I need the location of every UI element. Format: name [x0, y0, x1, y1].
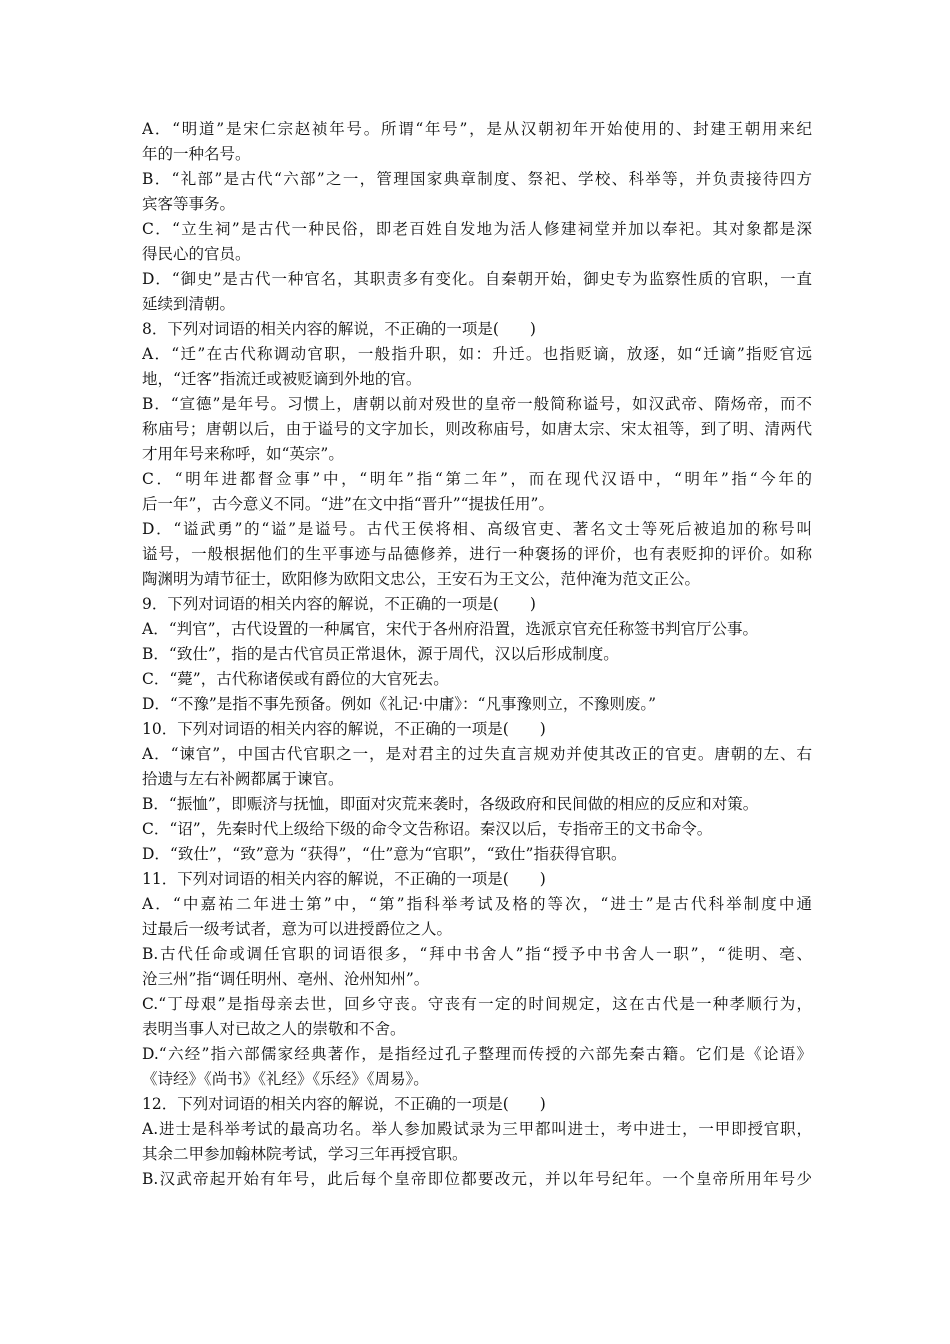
text-line: 谥号，一般根据他们的生平事迹与品德修养，进行一种褒扬的评价，也有表贬抑的评价。如称	[142, 545, 812, 563]
text-line: B．“礼部”是古代“六部”之一，管理国家典章制度、祭祀、学校、科举等，并负责接待四方	[142, 170, 812, 188]
text-line: 才用年号来称呼，如“英宗”。	[142, 445, 344, 463]
text-line: 其余二甲参加翰林院考试，学习三年再授官职。	[142, 1145, 468, 1163]
text-line: D.“六经”指六部儒家经典著作，是指经过孔子整理而传授的六部先秦古籍。它们是《论语》	[142, 1045, 812, 1063]
text-line: 沧三州”指“调任明州、亳州、沧州知州”。	[142, 970, 430, 988]
text-line: B．“宣德”是年号。习惯上，唐朝以前对殁世的皇帝一般简称谥号，如汉武帝、隋炀帝，而不	[142, 395, 812, 413]
text-line: 称庙号；唐朝以后，由于谥号的文字加长，则改称庙号，如唐太宗、宋太祖等，到了明、清两代	[142, 420, 812, 438]
text-line: 地，“迁客”指流迁或被贬谪到外地的官。	[142, 370, 422, 388]
text-line: A．“谏官”，中国古代官职之一，是对君主的过失直言规劝并使其改正的官吏。唐朝的左、右	[142, 745, 812, 763]
text-line: B．“致仕”，指的是古代官员正常退休，源于周代，汉以后形成制度。	[142, 645, 619, 663]
text-line: D．“不豫”是指不事先预备。例如《礼记·中庸》：“凡事豫则立，不豫则废。”	[142, 695, 657, 713]
text-line: A．“判官”，古代设置的一种属官，宋代于各州府沿置，选派京官充任称签书判官厅公事。	[142, 620, 759, 638]
text-line: A.进士是科举考试的最高功名。举人参加殿试录为三甲都叫进士，考中进士，一甲即授官职，	[142, 1120, 812, 1138]
text-line: A．“中嘉祐二年进士第”中，“第”指科举考试及格的等次，“进士”是古代科举制度中通	[142, 895, 812, 913]
text-line: 表明当事人对已故之人的崇敬和不舍。	[142, 1020, 406, 1038]
text-line: D．“谥武勇”的“谥”是谥号。古代王侯将相、高级官吏、著名文士等死后被追加的称号叫	[142, 520, 812, 538]
text-line: C．“明年进都督佥事”中，“明年”指“第二年”，而在现代汉语中，“明年”指“今年的	[142, 470, 812, 488]
text-line: B．“振恤”，即赈济与抚恤，即面对灾荒来袭时，各级政府和民间做的相应的反应和对策。	[142, 795, 759, 813]
text-line: 得民心的官员。	[142, 245, 251, 263]
text-line: C．“立生祠”是古代一种民俗，即老百姓自发地为活人修建祠堂并加以奉祀。其对象都是深	[142, 220, 812, 238]
question-heading: 8．下列对词语的相关内容的解说，不正确的一项是( )	[142, 320, 536, 338]
text-line: C.“丁母艰”是指母亲去世，回乡守丧。守丧有一定的时间规定，这在古代是一种孝顺行为，	[142, 995, 812, 1013]
text-line: B.汉武帝起开始有年号，此后每个皇帝即位都要改元，并以年号纪年。一个皇帝所用年号少	[142, 1170, 812, 1188]
text-line: 年的一种名号。	[142, 145, 251, 163]
question-heading: 11．下列对词语的相关内容的解说，不正确的一项是( )	[142, 870, 546, 888]
text-line: A．“迁”在古代称调动官职，一般指升职，如：升迁。也指贬谪，放逐，如“迁谪”指贬官远	[142, 345, 812, 363]
question-heading: 9．下列对词语的相关内容的解说，不正确的一项是( )	[142, 595, 536, 613]
text-line: A．“明道”是宋仁宗赵祯年号。所谓“年号”，是从汉朝初年开始使用的、封建王朝用来纪	[142, 120, 812, 138]
text-line: 延续到清朝。	[142, 295, 236, 313]
text-line: 宾客等事务。	[142, 195, 236, 213]
question-heading: 10．下列对词语的相关内容的解说，不正确的一项是( )	[142, 720, 546, 738]
text-line: 后一年”，古今意义不同。“进”在文中指“晋升”“提拔任用”。	[142, 495, 554, 513]
document-page	[142, 117, 812, 1192]
text-line: 《诗经》《尚书》《礼经》《乐经》《周易》。	[142, 1070, 429, 1088]
text-line: C．“薨”，古代称诸侯或有爵位的大官死去。	[142, 670, 449, 688]
text-line: 拾遗与左右补阙都属于谏官。	[142, 770, 344, 788]
text-line: D．“御史”是古代一种官名，其职责多有变化。自秦朝开始，御史专为监察性质的官职，一直	[142, 270, 812, 288]
question-heading: 12．下列对词语的相关内容的解说，不正确的一项是( )	[142, 1095, 546, 1113]
text-line: 过最后一级考试者，意为可以进授爵位之人。	[142, 920, 453, 938]
text-line: C．“诏”，先秦时代上级给下级的命令文告称诏。秦汉以后，专指帝王的文书命令。	[142, 820, 713, 838]
text-line: D．“致仕”，“致”意为 “获得”，“仕”意为“官职”，“致仕”指获得官职。	[142, 845, 627, 863]
text-line: B.古代任命或调任官职的词语很多，“拜中书舍人”指“授予中书舍人一职”，“徙明、亳、	[142, 945, 812, 963]
text-line: 陶渊明为靖节征士，欧阳修为欧阳文忠公，王安石为王文公，范仲淹为范文正公。	[142, 570, 701, 588]
